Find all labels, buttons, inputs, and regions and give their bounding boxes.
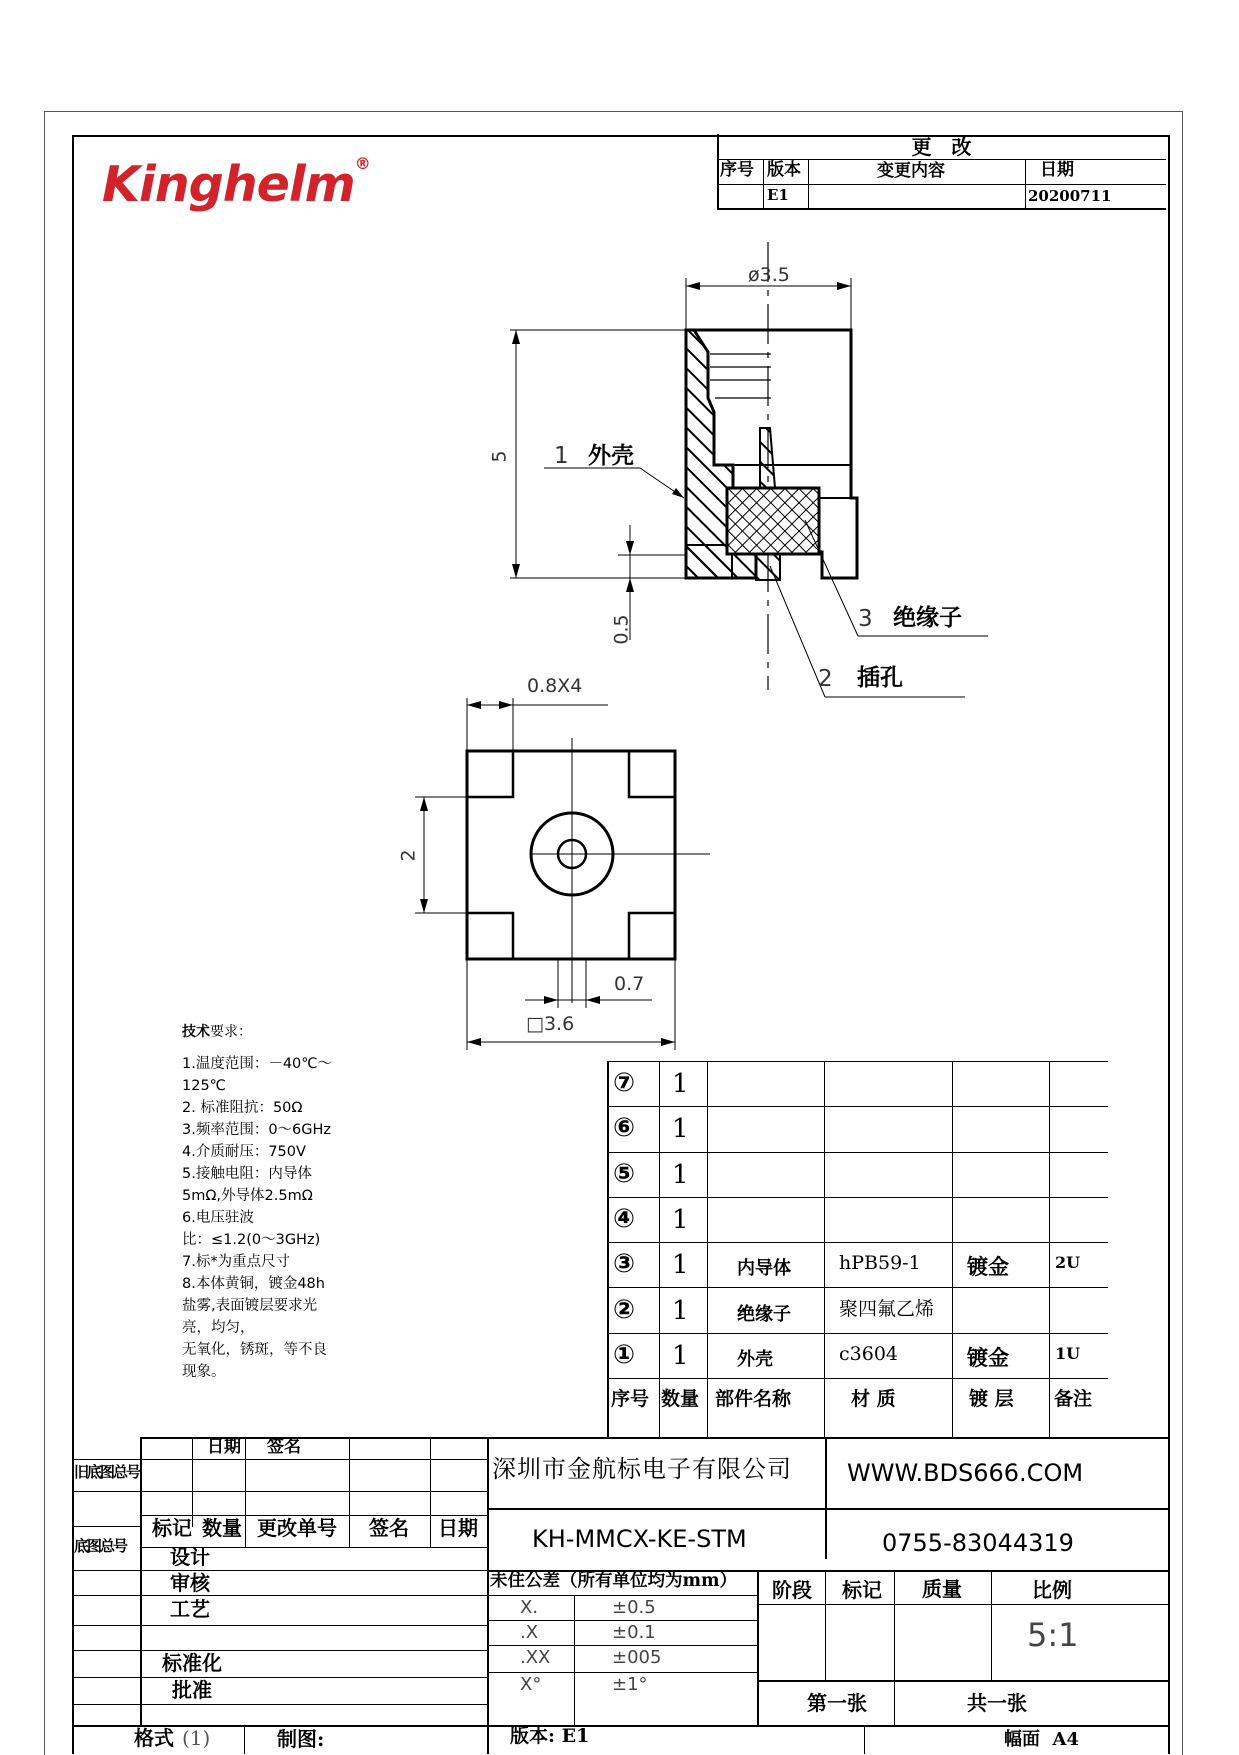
rev-header-no: 序号 bbox=[720, 160, 754, 180]
tolerance-value: ±005 bbox=[612, 1647, 662, 1668]
bom-cell-qty: 1 bbox=[672, 1204, 689, 1235]
tb-sign-label: 签名 bbox=[267, 1437, 301, 1457]
bom-cell-name: 绝缘子 bbox=[737, 1303, 791, 1325]
bom-cell-material: 聚四氟乙烯 bbox=[839, 1297, 935, 1320]
bom-cell-qty: 1 bbox=[672, 1295, 689, 1326]
callout-2-num: 2 bbox=[818, 666, 833, 692]
tb-design: 设计 bbox=[170, 1545, 210, 1569]
tb-phone: 0755-83044319 bbox=[882, 1529, 1074, 1557]
tb-website: WWW.BDS666.COM bbox=[847, 1459, 1084, 1487]
tech-line: 4.介质耐压：750V bbox=[182, 1144, 306, 1160]
rev-version: E1 bbox=[767, 186, 789, 204]
bom-cell-plating: 镀金 bbox=[967, 1254, 1009, 1280]
tb-approve: 批准 bbox=[172, 1678, 212, 1702]
bom-cell-qty: 1 bbox=[672, 1159, 689, 1190]
tech-line: 2. 标准阻抗：50Ω bbox=[182, 1100, 303, 1116]
dim-base: 0.5 bbox=[610, 614, 633, 645]
tb-base-total: 底图总号 bbox=[74, 1537, 127, 1555]
bom-cell-qty: 1 bbox=[672, 1250, 689, 1281]
dim-height: 5 bbox=[488, 450, 511, 463]
tb-stage: 阶段 bbox=[772, 1578, 812, 1602]
tb-total: 共一张 bbox=[967, 1691, 1027, 1715]
tb-change-no: 更改单号 bbox=[257, 1516, 337, 1540]
tb-date: 日期 bbox=[438, 1516, 478, 1540]
bom-cell-qty: 1 bbox=[672, 1114, 689, 1145]
tech-line: 6.电压驻波 bbox=[182, 1210, 254, 1226]
tb-review: 审核 bbox=[170, 1571, 210, 1595]
rev-header-version: 版本 bbox=[767, 160, 801, 180]
bom-header: 镀 层 bbox=[969, 1388, 1014, 1411]
tb-qty: 数量 bbox=[202, 1516, 242, 1540]
bom-cell-no: ⑥ bbox=[613, 1113, 636, 1144]
dim-hole: 0.7 bbox=[614, 973, 645, 995]
tolerance-key: X° bbox=[520, 1674, 542, 1695]
tech-line: 无氧化，锈斑，等不良 bbox=[182, 1342, 327, 1358]
bom-row bbox=[607, 1061, 1108, 1107]
bom-header: 部件名称 bbox=[715, 1388, 792, 1411]
callout-3-num: 3 bbox=[858, 606, 873, 632]
bom-cell-material: hPB59-1 bbox=[839, 1252, 921, 1275]
rev-header-content: 变更内容 bbox=[877, 161, 945, 181]
tech-line: 亮，均匀， bbox=[182, 1320, 255, 1336]
bom-row bbox=[607, 1106, 1108, 1152]
tb-sheet: 第一张 bbox=[807, 1691, 867, 1715]
tech-line: 盐雾,表面镀层要求光 bbox=[182, 1298, 318, 1314]
tolerance-value: ±0.5 bbox=[612, 1597, 656, 1618]
tech-line: 8.本体黄铜，镀金48h bbox=[182, 1276, 325, 1292]
tech-line: 比：≤1.2(0～3GHz) bbox=[182, 1232, 321, 1248]
bom-header: 数量 bbox=[661, 1388, 700, 1411]
tb-paper: 幅面 A4 bbox=[1004, 1729, 1080, 1750]
dim-two: 2 bbox=[397, 849, 420, 862]
dim-pad: 0.8X4 bbox=[527, 675, 583, 697]
kinghelm-logo: Kinghelm® bbox=[102, 154, 370, 213]
callout-1-label: 外壳 bbox=[588, 442, 634, 469]
bom-row bbox=[607, 1152, 1108, 1198]
tb-tolerance-title: 未住公差（所有单位均为mm） bbox=[490, 1571, 738, 1591]
tech-line: 5.接触电阻：内导体 bbox=[182, 1166, 312, 1182]
tech-requirements: 技术要求： 1.温度范围：－40℃～ 125℃ 2. 标准阻抗：50Ω 3.频率范围：0～6GHz 4.介质耐压：750V 5.接触电阻：内导体 5mΩ,外导体2.5mΩ 6.电压驻波 比：≤1.2(0～3GHz) 7.标*为重点尺寸 8.本体黄铜，镀金48h 盐雾,表面镀层要求光 亮，均匀， 无氧化，锈斑，等不良 现象。 bbox=[182, 1023, 372, 1383]
tech-line: 现象。 bbox=[182, 1364, 226, 1380]
bom-cell-no: ① bbox=[613, 1339, 636, 1370]
bom-cell-plating: 镀金 bbox=[967, 1344, 1009, 1370]
bom-row bbox=[607, 1333, 1108, 1379]
tolerance-key: X. bbox=[520, 1597, 539, 1618]
tb-format: 格式 (1) bbox=[134, 1726, 211, 1750]
tb-part-no: KH-MMCX-KE-STM bbox=[532, 1525, 747, 1553]
dim-square: □3.6 bbox=[526, 1013, 575, 1035]
bom-cell-material: c3604 bbox=[839, 1342, 898, 1365]
tech-line: 3.频率范围：0～6GHz bbox=[182, 1122, 332, 1138]
dim-diameter: ø3.5 bbox=[748, 264, 790, 286]
bom-cell-no: ③ bbox=[613, 1249, 636, 1280]
tb-standard: 标准化 bbox=[162, 1651, 222, 1675]
tb-sign: 签名 bbox=[369, 1516, 409, 1540]
bom-header: 备注 bbox=[1054, 1388, 1093, 1411]
tb-scale-label: 比例 bbox=[1032, 1578, 1072, 1602]
tolerance-key: .XX bbox=[520, 1647, 551, 1668]
rev-date: 20200711 bbox=[1028, 187, 1112, 205]
bom-header: 材 质 bbox=[851, 1388, 896, 1411]
tb-mark2: 标记 bbox=[842, 1578, 882, 1602]
tech-line: 7.标*为重点尺寸 bbox=[182, 1254, 291, 1270]
bom-header: 序号 bbox=[611, 1388, 650, 1411]
callout-1-num: 1 bbox=[554, 443, 569, 469]
tolerance-key: .X bbox=[520, 1622, 539, 1643]
bom-cell-no: ④ bbox=[613, 1203, 636, 1234]
bom-cell-no: ⑦ bbox=[613, 1068, 636, 1098]
bom-cell-no: ② bbox=[613, 1294, 636, 1325]
tolerance-value: ±1° bbox=[612, 1674, 648, 1695]
tb-weight: 质量 bbox=[922, 1577, 962, 1601]
tb-date-label: 日期 bbox=[207, 1437, 241, 1457]
tb-company: 深圳市金航标电子有限公司 bbox=[492, 1455, 792, 1483]
rev-header-date: 日期 bbox=[1040, 160, 1074, 180]
tech-line: 125℃ bbox=[182, 1078, 226, 1094]
callout-3-label: 绝缘子 bbox=[893, 604, 962, 631]
tolerance-value: ±0.1 bbox=[612, 1622, 656, 1643]
tech-line: 1.温度范围：－40℃～ bbox=[182, 1056, 333, 1072]
tb-scale: 5:1 bbox=[1027, 1616, 1079, 1654]
bom-cell-no: ⑤ bbox=[613, 1158, 636, 1189]
tb-drawn: 制图: bbox=[277, 1727, 325, 1751]
tb-mark: 标记 bbox=[152, 1516, 192, 1540]
revision-title: 更 改 bbox=[911, 135, 972, 159]
bom-row bbox=[607, 1288, 1108, 1334]
title-block bbox=[72, 1437, 1168, 1754]
bom-row bbox=[607, 1197, 1108, 1243]
tb-old-total: 旧底图总号 bbox=[74, 1463, 140, 1481]
bom-cell-qty: 1 bbox=[672, 1340, 689, 1371]
bom-table bbox=[607, 1061, 1108, 1437]
bom-row bbox=[607, 1242, 1108, 1288]
tech-line: 5mΩ,外导体2.5mΩ bbox=[182, 1188, 313, 1204]
bom-cell-note: 1U bbox=[1055, 1343, 1081, 1363]
bom-cell-qty: 1 bbox=[672, 1069, 689, 1099]
bom-cell-name: 内导体 bbox=[737, 1258, 791, 1280]
tb-process: 工艺 bbox=[170, 1597, 210, 1621]
bom-cell-note: 2U bbox=[1055, 1253, 1081, 1273]
bom-cell-name: 外壳 bbox=[737, 1348, 773, 1370]
tb-version: 版本: E1 bbox=[510, 1725, 590, 1747]
callout-2-label: 插孔 bbox=[857, 664, 903, 691]
